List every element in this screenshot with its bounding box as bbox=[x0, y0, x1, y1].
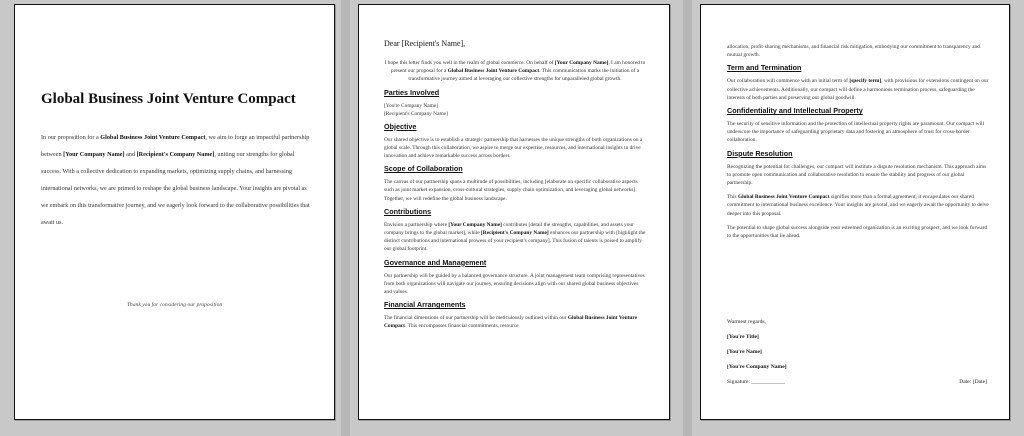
section-heading-governance: Governance and Management bbox=[384, 257, 487, 267]
section-heading-parties: Parties Involved bbox=[384, 87, 440, 97]
confidentiality-paragraph: The security of sensitive information and the protection of intellectual property rights are paramount. Our compact will underscore the importance of safeguarding proprietary data and fostering an atmosphere of trust for cross-border collaboration. bbox=[727, 121, 985, 144]
closing-block bbox=[727, 319, 987, 385]
date-line: Date: [Date] bbox=[959, 379, 987, 385]
section-heading-financial: Financial Arrangements bbox=[384, 300, 466, 310]
section-heading-objective: Objective bbox=[384, 121, 417, 131]
scope-paragraph: The canvas of our partnership spans a multitude of possibilities, including [elaborate on specific collaborative aspects such as joint market expansion, cross-cultural strategies, supply chain optimization, and leveraging global networks]. Together, we will redefine the global business landscape. bbox=[384, 179, 638, 202]
opening-paragraph: I hope this letter finds you well in the realm of global commerce. On behalf of [Your Company Name], I am honored to present our proposal for a Global Business Joint Venture Compact. This communication marks the initiation of a transformative journey aimed at leveraging our collective strengths for unparalleled global growth. bbox=[384, 60, 646, 83]
section-heading-dispute: Dispute Resolution bbox=[727, 148, 793, 158]
section-heading-term: Term and Termination bbox=[727, 63, 802, 73]
page-gap bbox=[341, 0, 350, 436]
potential-paragraph: The potential to shape global success alongside your esteemed organization is an exciting prospect, and we look forward to the opportunities that lie ahead. bbox=[727, 224, 988, 240]
section-heading-scope: Scope of Collaboration bbox=[384, 164, 463, 174]
financial-paragraph: The financial dimensions of our partnership will be meticulously outlined within our Global Business Joint Venture Compact. This encompasses financial commitments, resource bbox=[384, 315, 638, 330]
contributions-paragraph: Envision a partnership where [Your Company Name] contributes [detail the strengths, capabilities, and assets your company brings to the global market], while [Recipient's Company Name] enhances our partnership with [highlight the distinct contributions and international prowess of your recipient's company]. This fusion of talents is poised to amplify our global footprint. bbox=[384, 221, 646, 253]
document-page-2 bbox=[358, 4, 670, 420]
party-1: [You're Company Name] bbox=[384, 102, 439, 109]
dispute-paragraph: Recognizing the potential for challenges, our compact will institute a dispute resolution mechanism. This approach aims to promote open communication and collaborative resolution to ensure the stability and progress of our global partnership. bbox=[727, 163, 987, 187]
section-heading-contributions: Contributions bbox=[384, 206, 432, 216]
objective-paragraph: Our shared objective is to establish a strategic partnership that harnesses the unique strengths of both organizations on a global scale. Through this collaboration, we aspire to merge our expertise, resources, and international insights to drive innovation and achieve remarkable success across borders. bbox=[384, 136, 643, 160]
signature-line: Signature: ____________ bbox=[727, 379, 785, 385]
sender-name: [You're Name] bbox=[727, 349, 762, 355]
governance-paragraph: Our partnership will be guided by a balanced governance structure. A joint management team comprising representatives from both organizations will navigate our journey, ensuring decisions align with our shared global business objectives and values. bbox=[384, 272, 645, 296]
term-paragraph: Our collaboration will commence with an initial term of [specify term], with provisions for extensions contingent on our collective achievements. Additionally, our compact will define a harmonious termination process, safeguarding the interests of both parties and preserving our global goodwill. bbox=[727, 78, 989, 101]
section-heading-confidentiality: Confidentiality and Intellectual Property bbox=[727, 106, 863, 116]
page-gap bbox=[683, 0, 692, 436]
party-2: [Recipient's Company Name] bbox=[384, 110, 448, 117]
financial-continued-paragraph: allocation, profit-sharing mechanisms, and financial risk mitigation, embodying our commitment to transparency and mutual growth. bbox=[727, 44, 980, 59]
regards-line: Warmest regards, bbox=[727, 319, 767, 325]
document-page-3 bbox=[700, 4, 1010, 420]
summary-paragraph: This Global Business Joint Venture Compact signifies more than a formal agreement; it encapsulates our shared commitment to international business excellence. Your insights are pivotal, and we eagerly await the opportunity to delve deeper into this proposal. bbox=[727, 194, 989, 217]
document-title: Global Business Joint Venture Compact bbox=[41, 91, 296, 107]
document-page-1 bbox=[14, 4, 335, 420]
salutation: Dear [Recipient's Name], bbox=[384, 39, 466, 48]
sender-company: [You're Company Name] bbox=[727, 364, 787, 370]
thanks-note: Thank you for considering our proposition bbox=[126, 302, 223, 308]
intro-paragraph: In our proposition for a Global Business Joint Venture Compact, we aim to forge an impactful partnership between [Your Company Name] and [Recipient's Company Name], uniting our strengths for global success. With a collective dedication to expanding markets, optimizing supply chains, and harnessing international networks, we are primed to reshape the global business landscape. Your insights are pivotal as we embark on this transformative journey, and we eagerly look forward to the collaborative possibilities that await us. bbox=[41, 134, 310, 226]
sender-title: [You're Title] bbox=[727, 334, 759, 340]
